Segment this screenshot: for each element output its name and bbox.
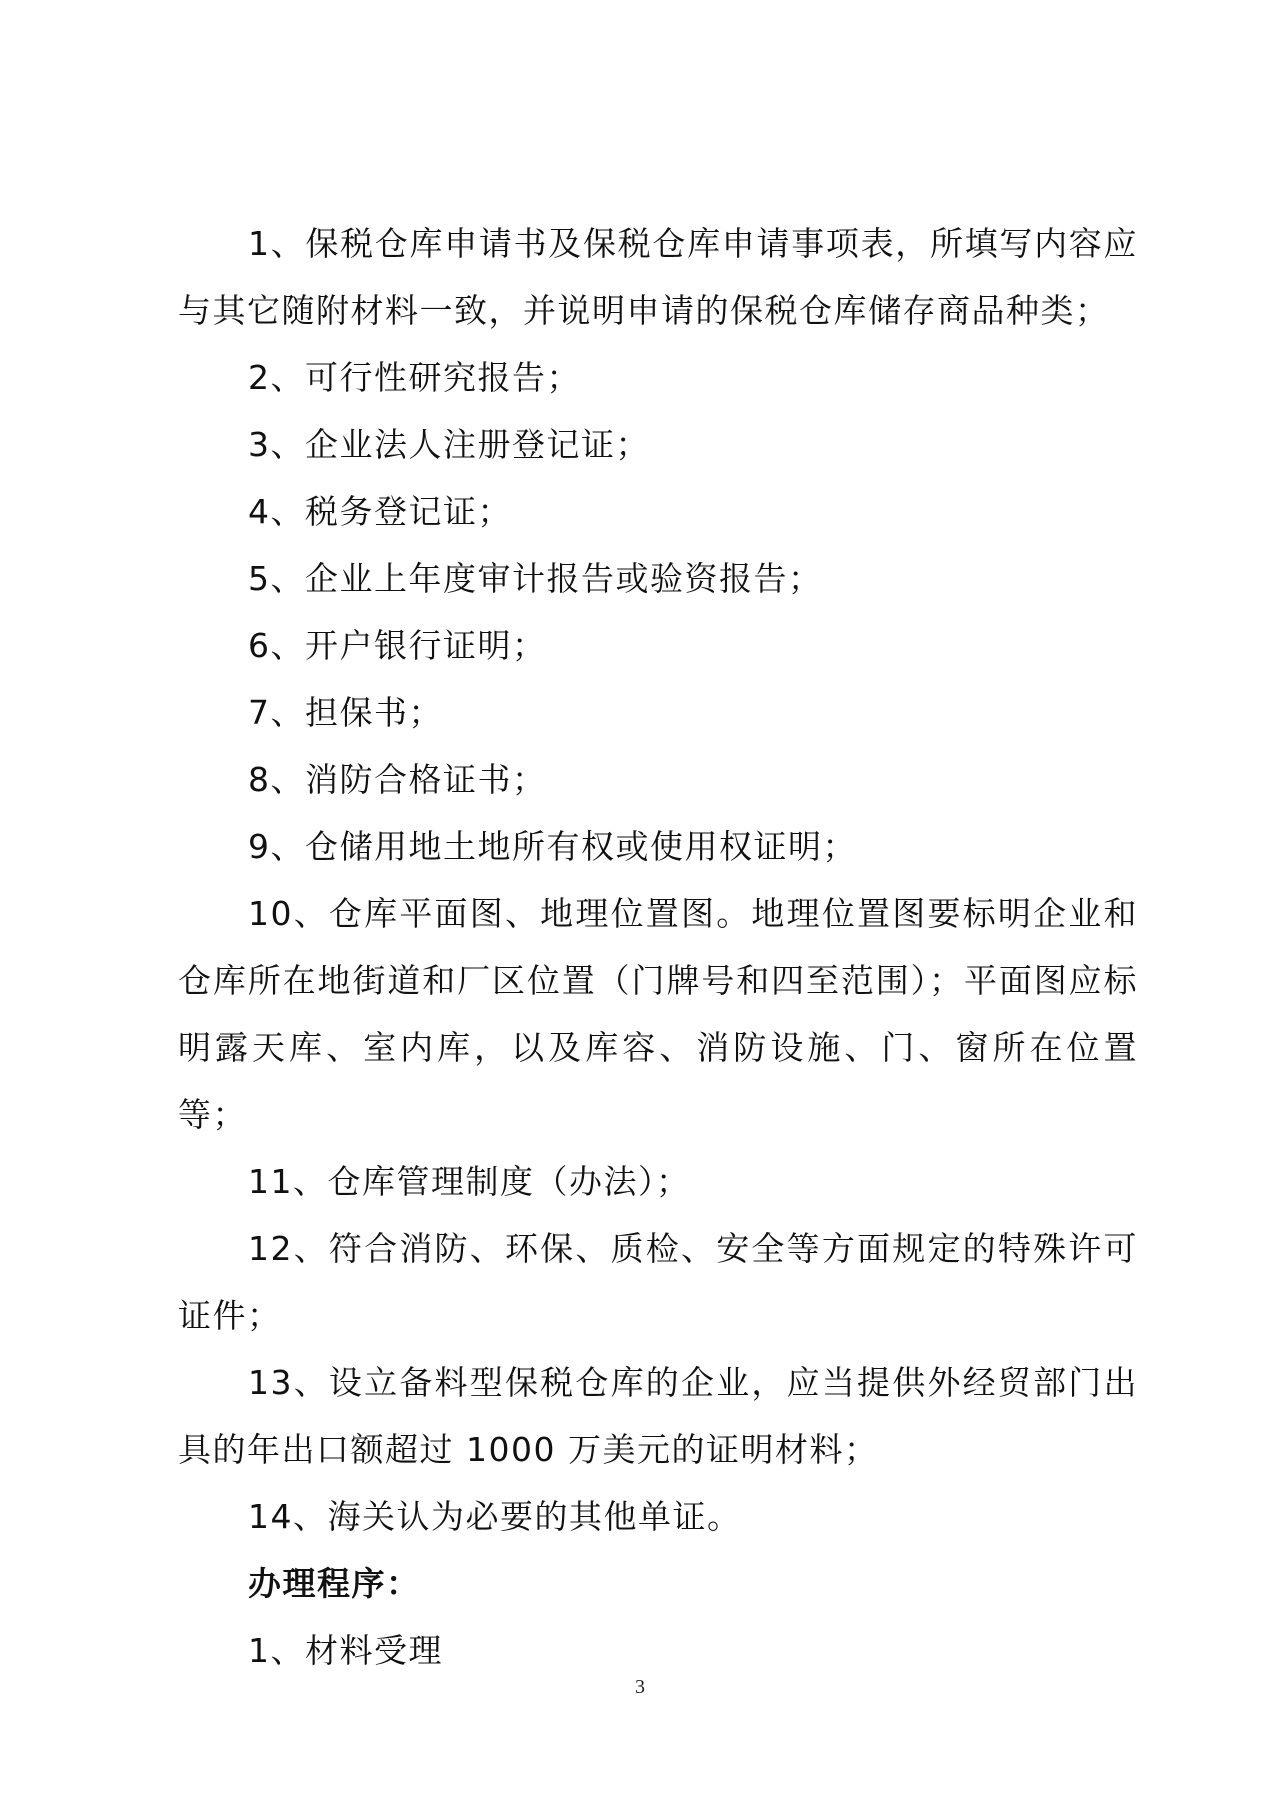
- list-item: 8、消防合格证书；: [248, 760, 547, 799]
- list-item: 9、仓储用地土地所有权或使用权证明；: [248, 827, 857, 866]
- list-item: 7、担保书；: [248, 693, 443, 732]
- list-item: 6、开户银行证明；: [248, 626, 547, 665]
- list-item: 12、符合消防、环保、质检、安全等方面规定的特殊许可证件；: [178, 1229, 1138, 1335]
- section-heading: 办理程序：: [248, 1564, 421, 1603]
- list-item: 1、保税仓库申请书及保税仓库申请事项表，所填写内容应与其它随附材料一致，并说明申请的保税仓库储存商品种类；: [178, 224, 1138, 330]
- list-item: 10、仓库平面图、地理位置图。地理位置图要标明企业和仓库所在地街道和厂区位置（门牌号和四至范围）；平面图应标明露天库、室内库，以及库容、消防设施、门、窗所在位置等；: [178, 894, 1138, 1134]
- list-item: 3、企业法人注册登记证；: [248, 425, 650, 464]
- list-item: 1、材料受理: [248, 1631, 443, 1670]
- list-item: 14、海关认为必要的其他单证。: [248, 1497, 742, 1536]
- page-number: 3: [635, 1676, 645, 1698]
- list-item: 2、可行性研究报告；: [248, 358, 581, 397]
- list-item: 11、仓库管理制度（办法）；: [248, 1162, 691, 1201]
- document-body: [178, 210, 1138, 1684]
- list-item: 5、企业上年度审计报告或验资报告；: [248, 559, 823, 598]
- list-item: 4、税务登记证；: [248, 492, 512, 531]
- list-item: 13、设立备料型保税仓库的企业，应当提供外经贸部门出具的年出口额超过 1000 万美元的证明材料；: [178, 1363, 1138, 1469]
